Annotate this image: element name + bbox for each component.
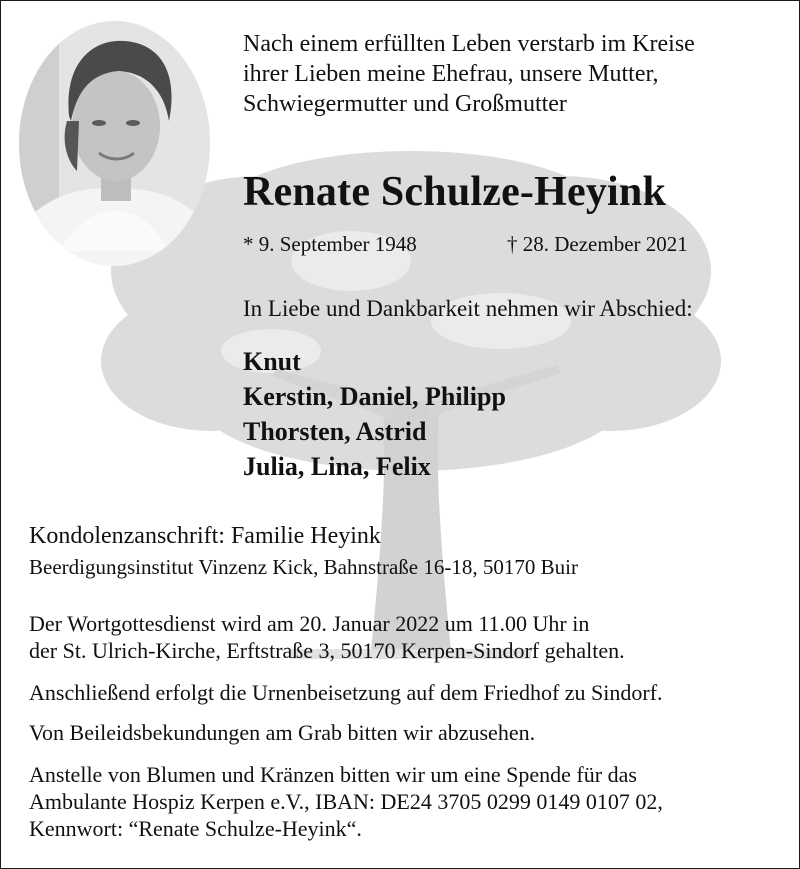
portrait-photo [19, 21, 210, 266]
service-line: Der Wortgottesdienst wird am 20. Januar 2022 um 11.00 Uhr in [29, 611, 590, 636]
donation-line: Kennwort: “Renate Schulze-Heyink“. [29, 816, 362, 841]
intro-line: Schwiegermutter und Großmutter [243, 91, 567, 117]
mourner-line: Thorsten, Astrid [243, 417, 427, 446]
condolence-address: Kondolenzanschrift: Familie Heyink [29, 523, 381, 549]
mourners-list [243, 344, 506, 484]
donation-paragraph [29, 761, 663, 842]
birth-date: * 9. September 1948 [243, 232, 417, 256]
no-condolences-paragraph: Von Beileidsbekundungen am Grab bitten wir abzusehen. [29, 720, 536, 745]
service-paragraph [29, 610, 625, 664]
undertaker-address: Beerdigungsinstitut Vinzenz Kick, Bahnstraße 16-18, 50170 Buir [29, 555, 578, 579]
intro-text [243, 29, 695, 119]
intro-line: ihrer Lieben meine Ehefrau, unsere Mutter, [243, 61, 659, 87]
intro-line: Nach einem erfüllten Leben verstarb im Kreise [243, 31, 695, 57]
mourner-line: Knut [243, 347, 301, 376]
service-line: der St. Ulrich-Kirche, Erftstraße 3, 50170 Kerpen-Sindorf gehalten. [29, 638, 625, 663]
donation-line: Anstelle von Blumen und Kränzen bitten wir um eine Spende für das [29, 762, 637, 787]
mourner-line: Julia, Lina, Felix [243, 452, 431, 481]
donation-line: Ambulante Hospiz Kerpen e.V., IBAN: DE24 3705 0299 0149 0107 02, [29, 789, 663, 814]
mourner-line: Kerstin, Daniel, Philipp [243, 382, 506, 411]
farewell-text: In Liebe und Dankbarkeit nehmen wir Abschied: [243, 296, 693, 321]
deceased-name: Renate Schulze-Heyink [243, 169, 667, 215]
burial-paragraph: Anschließend erfolgt die Urnenbeisetzung auf dem Friedhof zu Sindorf. [29, 680, 663, 705]
death-date: † 28. Dezember 2021 [507, 232, 688, 256]
